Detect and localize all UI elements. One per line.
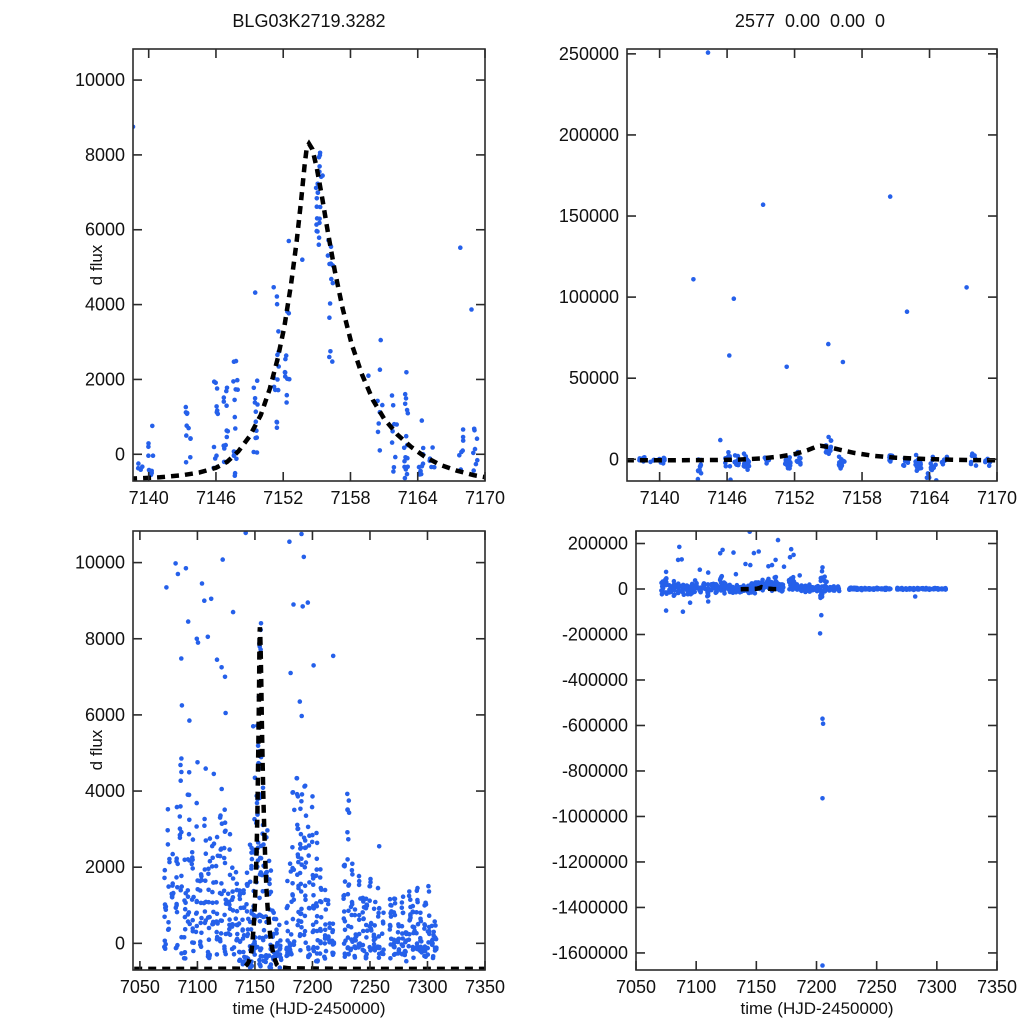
y-tick-label: 8000 [84, 628, 125, 649]
panel-top-left-frame [133, 49, 485, 481]
x-tick-label: 7164 [909, 488, 950, 508]
panel-bottom-right-ticks [636, 531, 997, 970]
panel-top-left-model-curve [115, 144, 485, 480]
x-tick-label: 7170 [464, 488, 506, 508]
x-tick-label: 7146 [195, 488, 237, 508]
panel-top-left-ylabel: d flux [87, 244, 106, 286]
x-tick-label: 7050 [615, 977, 657, 997]
x-tick-label: 7158 [841, 488, 883, 508]
panel-bottom-left-scatter-points [162, 531, 439, 971]
panel-top-right-frame [627, 49, 997, 481]
x-tick-label: 7164 [397, 488, 438, 508]
y-tick-label: 8000 [84, 144, 125, 165]
y-tick-label: 2000 [84, 369, 125, 390]
y-tick-label: 200000 [558, 124, 619, 145]
panel-bottom-right-frame [636, 531, 997, 970]
y-tick-label: -200000 [561, 624, 628, 645]
panel-top-right-scatter-points [637, 50, 992, 482]
panel-top-right-ticks [627, 49, 997, 481]
panel-top-left-tick-labels [75, 70, 505, 508]
x-tick-label: 7170 [976, 488, 1018, 508]
panel-bottom-left-data [134, 531, 485, 971]
x-tick-label: 7140 [639, 488, 680, 508]
y-tick-label: 150000 [558, 206, 619, 226]
panel-bottom-right-xlabel: time (HJD-2450000) [740, 999, 894, 1018]
y-tick-label: 10000 [74, 552, 125, 573]
x-tick-label: 7140 [128, 488, 169, 508]
x-tick-label: 7350 [464, 977, 506, 997]
x-tick-label: 7250 [349, 977, 391, 997]
x-tick-label: 7100 [676, 977, 717, 997]
panel-bottom-left-tick-labels [75, 553, 505, 997]
x-tick-label: 7150 [234, 977, 275, 997]
x-tick-label: 7158 [330, 488, 371, 508]
y-tick-label: -1600000 [551, 942, 628, 963]
y-tick-label: -400000 [561, 670, 628, 690]
x-tick-label: 7146 [707, 488, 748, 508]
y-tick-label: 200000 [567, 533, 628, 554]
y-tick-label: -1400000 [551, 897, 628, 918]
y-tick-label: 10000 [74, 70, 125, 91]
panel-bottom-right-scatter-points [659, 529, 948, 967]
x-tick-label: 7300 [407, 977, 448, 997]
x-tick-label: 7300 [916, 977, 957, 997]
panel-top-right-data [626, 50, 997, 482]
panel-top-right-title: 2577 0.00 0.00 0 [734, 11, 886, 31]
x-tick-label: 7150 [736, 977, 777, 997]
panel-top-right-model-curve [626, 446, 997, 461]
panel-bottom-left-xlabel: time (HJD-2450000) [232, 999, 386, 1018]
panel-top-left-ticks [133, 49, 485, 481]
panel-top-left-data [115, 125, 485, 481]
panel-bottom-right-model-curve [741, 587, 781, 589]
panel-top-left-title: BLG03K2719.3282 [232, 11, 386, 31]
y-tick-label: 0 [617, 579, 628, 599]
panel-bottom-left-ylabel: d flux [87, 729, 106, 771]
y-tick-label: -600000 [561, 715, 628, 736]
x-tick-label: 7050 [119, 977, 160, 997]
y-tick-label: 50000 [568, 368, 619, 389]
x-tick-label: 7200 [796, 977, 837, 997]
y-tick-label: 0 [114, 444, 125, 465]
x-tick-label: 7152 [263, 488, 304, 508]
y-tick-label: -800000 [561, 761, 628, 781]
y-tick-label: 2000 [84, 857, 125, 878]
y-tick-label: -1000000 [551, 806, 628, 827]
y-tick-label: 6000 [84, 704, 125, 725]
y-tick-label: 0 [114, 933, 125, 954]
x-tick-label: 7152 [774, 488, 815, 508]
y-tick-label: 100000 [558, 287, 619, 308]
panel-top-left-scatter-points [126, 125, 479, 481]
x-tick-label: 7100 [177, 977, 218, 997]
panel-bottom-right-data [659, 529, 948, 967]
y-tick-label: 4000 [84, 294, 125, 315]
x-tick-label: 7250 [856, 977, 897, 997]
y-tick-label: 6000 [84, 219, 125, 240]
y-tick-label: 0 [608, 449, 619, 470]
x-tick-label: 7350 [976, 977, 1018, 997]
y-tick-label: -1200000 [551, 852, 628, 872]
y-tick-label: 4000 [84, 781, 125, 801]
panel-bottom-right-tick-labels [552, 534, 1017, 998]
y-tick-label: 250000 [558, 43, 619, 64]
x-tick-label: 7200 [292, 977, 333, 997]
